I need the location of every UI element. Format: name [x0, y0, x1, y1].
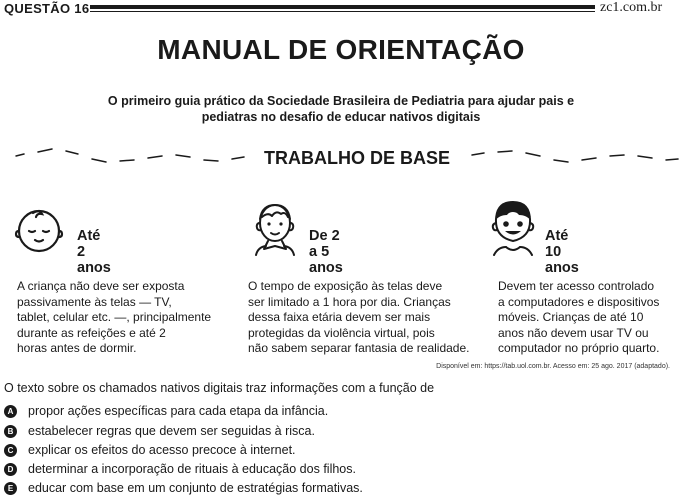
- option-text-b: estabelecer regras que devem ser seguidas à risca.: [28, 424, 315, 438]
- option-c[interactable]: [4, 442, 296, 458]
- question-prompt: O texto sobre os chamados nativos digitais traz informações com a função de: [4, 381, 435, 395]
- column-text-2-5: O tempo de exposição às telas deve ser limitado a 1 hora por dia. Crianças dessa faixa etária devem ser mais protegidas da violência virtual, pois não sabem separar fantasia de realidade.: [248, 279, 470, 356]
- question-header: [0, 0, 682, 18]
- option-a[interactable]: [4, 403, 328, 419]
- option-letter-d: D: [4, 463, 17, 476]
- page-title: MANUAL DE ORIENTAÇÃO: [157, 34, 525, 65]
- boy-face-icon: [490, 197, 536, 257]
- header-rule-thin: [90, 11, 595, 12]
- option-letter-e: E: [4, 482, 17, 495]
- source-citation: Disponível em: https://tab.uol.com.br. Acesso em: 25 ago. 2017 (adaptado).: [436, 363, 670, 370]
- option-text-d: determinar a incorporação de rituais à educação dos filhos.: [28, 462, 356, 476]
- age-label-10: Até 10 anos: [545, 228, 579, 276]
- option-b[interactable]: [4, 423, 315, 439]
- baby-face-icon: [14, 205, 64, 255]
- child-face-icon: [250, 199, 300, 257]
- page-subtitle: O primeiro guia prático da Sociedade Brasileira de Pediatria para ajudar pais e pediatras no desafio de educar nativos digitais: [107, 94, 575, 124]
- column-text-0-2: A criança não deve ser exposta passivamente às telas — TV, tablet, celular etc. —, principalmente durante as refeições e até 2 horas antes de dormir.: [17, 279, 212, 356]
- dashed-divider-right: [470, 146, 680, 166]
- option-text-a: propor ações específicas para cada etapa da infância.: [28, 404, 329, 418]
- site-url[interactable]: zc1.com.br: [600, 0, 663, 15]
- option-e[interactable]: [4, 480, 363, 496]
- section-title: TRABALHO DE BASE: [263, 148, 450, 168]
- age-label-0-2: Até 2 anos: [77, 228, 111, 276]
- question-label: QUESTÃO 16: [4, 1, 90, 16]
- option-letter-a: A: [4, 405, 17, 418]
- option-letter-c: C: [4, 444, 17, 457]
- option-d[interactable]: [4, 461, 356, 477]
- option-text-e: educar com base em um conjunto de estratégias formativas.: [28, 481, 363, 495]
- option-letter-b: B: [4, 425, 17, 438]
- age-label-2-5: De 2 a 5 anos: [309, 228, 343, 276]
- option-text-c: explicar os efeitos do acesso precoce à internet.: [28, 443, 296, 457]
- column-text-10: Devem ter acesso controlado a computadores e dispositivos móveis. Crianças de até 10 anos não devem usar TV ou computador no próprio quarto.: [498, 279, 660, 356]
- header-rule: [90, 5, 595, 9]
